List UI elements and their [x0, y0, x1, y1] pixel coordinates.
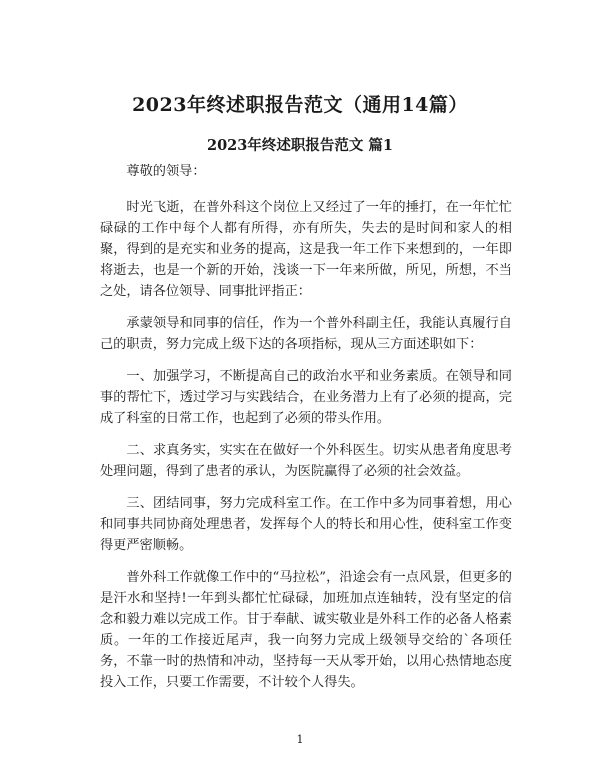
page-number: 1	[296, 733, 304, 746]
document-body	[100, 158, 512, 704]
paragraph: 三、团结同事，努力完成科室工作。在工作中多为同事着想，用心和同事共同协商处理患者，发挥每个人的特长和用心性，使科室工作变得更严密顺畅。	[100, 496, 512, 553]
section-title: 2023年终述职报告范文 篇1	[207, 137, 393, 154]
paragraph: 承蒙领导和同事的信任，作为一个普外科副主任，我能认真履行自己的职责，努力完成上级下达的各项指标，现从三方面述职如下：	[100, 316, 512, 352]
paragraph: 时光飞逝，在普外科这个岗位上又经过了一年的捶打，在一年忙忙碌碌的工作中每个人都有所得，亦有所失，失去的是时间和家人的相聚，得到的是充实和业务的提高，这是我一年工作下来想到的，一年即将逝去，也是一个新的开始，浅谈一下一年来所做，所见，所想，不当之处，请各位领导、同事批评指正：	[100, 200, 512, 299]
salutation: 尊敬的领导：	[126, 164, 206, 179]
paragraph: 一、加强学习，不断提高自己的政治水平和业务素质。在领导和同事的帮忙下，透过学习与实践结合，在业务潜力上有了必须的提高，完成了科室的日常工作，也起到了必须的带头作用。	[100, 369, 512, 426]
paragraph: 普外科工作就像工作中的“马拉松”，沿途会有一点风景，但更多的是汗水和坚持!一年到头都忙忙碌碌，加班加点连轴转，没有坚定的信念和毅力难以完成工作。甘于奉献、诚实敬业是外科工作的必备人格素质。一年的工作接近尾声，我一向努力完成上级领导交给的`各项任务，不靠一时的热情和冲动，坚持每一天从零开始，以用心热情地态度投入工作，只要工作需要，不计较个人得失。	[100, 570, 512, 690]
paragraph: 二、求真务实，实实在在做好一个外科医生。切实从患者角度思考处理问题，得到了患者的承认，为医院赢得了必须的社会效益。	[100, 443, 512, 479]
document-title: 2023年终述职报告范文（通用14篇）	[132, 94, 468, 116]
